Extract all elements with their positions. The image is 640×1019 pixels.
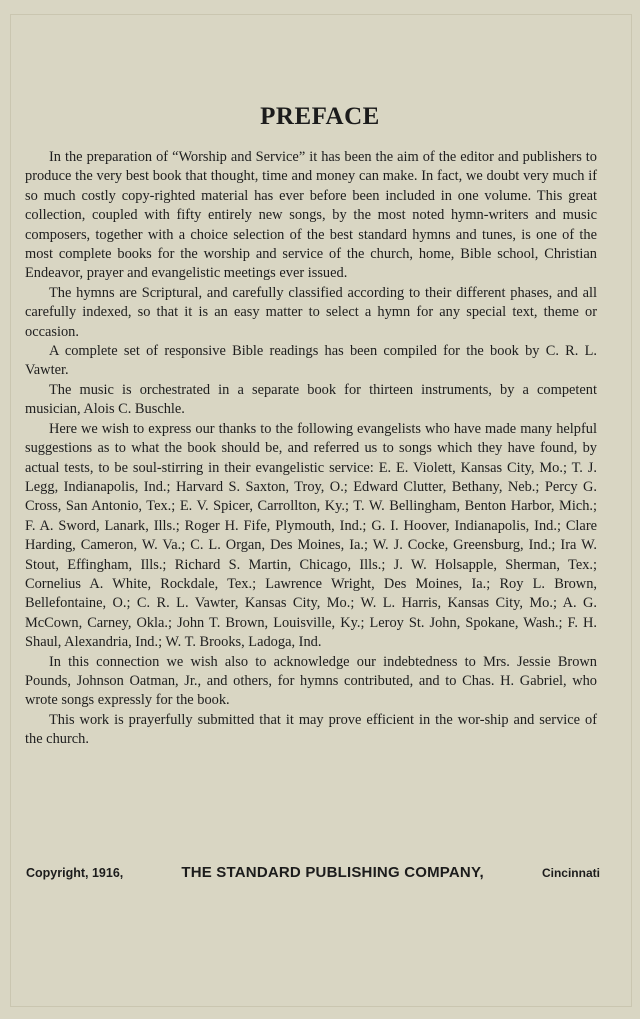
paragraph-readings: A complete set of responsive Bible readings has been compiled for the book by C. R. L. Vawter.	[25, 343, 597, 379]
copyright-line	[26, 864, 600, 881]
paragraph-closing: This work is prayerfully submitted that it may prove efficient in the wor-ship and service of the church.	[25, 711, 597, 748]
preface-body	[25, 148, 597, 750]
paragraph-acknowledgements: In this connection we wish also to acknowledge our indebtedness to Mrs. Jessie Brown Pounds, Johnson Oatman, Jr., and others, for hymns contributed, and to Chas. H. Gabriel, who wrote songs expressly for the book.	[25, 653, 597, 709]
paragraph-orchestration: The music is orchestrated in a separate book for thirteen instruments, by a competent musician, Alois C. Buschle.	[25, 381, 597, 418]
copyright-publisher: THE STANDARD PUBLISHING COMPANY,	[181, 864, 484, 881]
page-title: PREFACE	[260, 103, 380, 130]
copyright-city: Cincinnati	[541, 866, 600, 880]
copyright-prefix: Copyright, 1916,	[26, 866, 124, 880]
paragraph-evangelists: Here we wish to express our thanks to the following evangelists who have made many helpful suggestions as to what the book should be, and referred us to songs which they have found, by actual tests, to be soul-stirring in their evangelistic service: E. E. Violett, Kansas City, Mo.; T. J. Legg, Indianapolis, Ind.; Harvard S. Saxton, Troy, O.; Edward Clutter, Bethany, Neb.; Percy G. Cross, San Antonio, Tex.; E. V. Spicer, Carrollton, Ky.; T. W. Bellingham, Benton Harbor, Mich.; F. A. Sword, Lanark, Ills.; Roger H. Fife, Plymouth, Ind.; G. I. Hoover, Indianapolis, Ind.; Clare Harding, Cameron, W. Va.; C. L. Organ, Des Moines, Ia.; W. J. Cocke, Greensburg, Ind.; Ira W. Stout, Effingham, Ills.; Richard S. Martin, Chicago, Ills.; J. W. Holsapple, Sherman, Tex.; Cornelius A. White, Rockdale, Tex.; Lawrence Wright, Des Moines, Ia.; Roy L. Brown, Bellefontaine, O.; C. R. L. Vawter, Kansas City, Mo.; W. L. Harris, Kansas City, Mo.; A. G. McCown, Carney, Okla.; John T. Brown, Louisville, Ky.; Leroy St. John, Spokane, Wash.; F. H. Shaul, Alexandria, Ind.; W. T. Brooks, Ladoga, Ind.	[25, 420, 597, 651]
paragraph-hymns: The hymns are Scriptural, and carefully classified according to their different phases, and all carefully indexed, so that it is an easy matter to select a hymn for any special text, theme or occasion.	[25, 284, 597, 340]
paragraph-intro: In the preparation of “Worship and Service” it has been the aim of the editor and publishers to produce the very best book that thought, time and money can make. In fact, we doubt very much if so much costly copy-righted material has ever before been included in one volume. This great collection, coupled with fifty entirely new songs, by the most noted hymn-writers and music composers, together with a choice selection of the best standard hymns and tunes, is one of the most complete books for the worship and service of the church, home, Bible school, Christian Endeavor, prayer and evangelistic meetings ever issued.	[25, 149, 597, 282]
